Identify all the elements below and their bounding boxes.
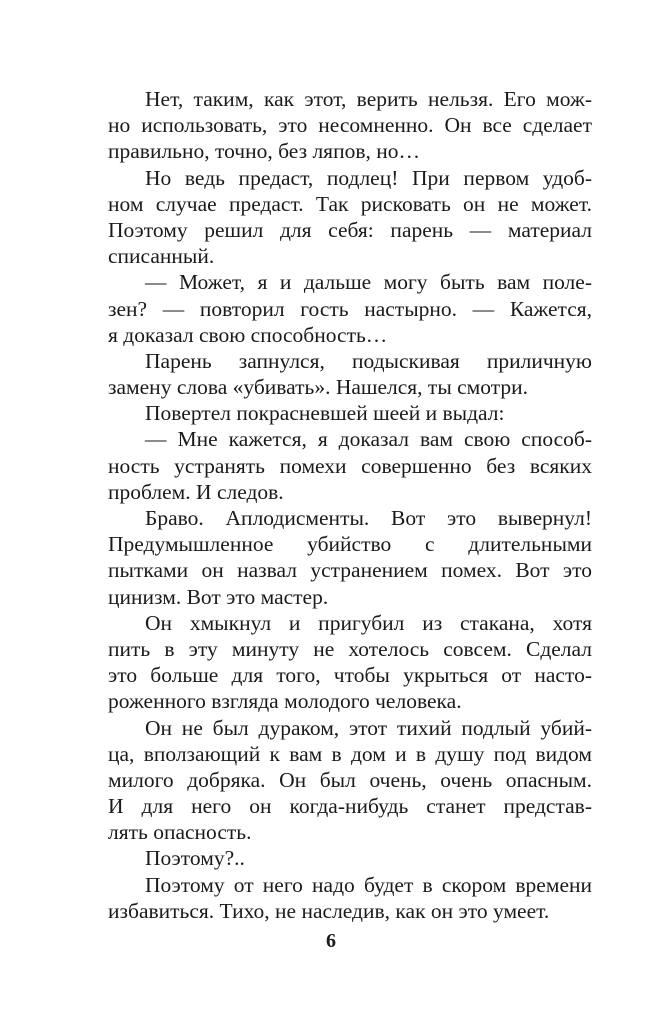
text-line: Браво. Аплодисменты. Вот это вывернул! <box>145 506 592 530</box>
text-line: роженного взгляда молодого человека. <box>108 689 462 714</box>
text-line: Повертел покрасневшей шеей и выдал: <box>145 401 505 426</box>
text-line: милого добряка. Он был очень, очень опасным. <box>108 767 592 792</box>
text-line: ца, вползающий к вам в дом и в душу под видом <box>108 741 592 766</box>
text-line: но использовать, это несомненно. Он все сделает <box>108 113 592 138</box>
text-line: замену слова «убивать». Нашелся, ты смотри. <box>108 375 529 400</box>
text-line: Поэтому решил для себя: парень — материал <box>108 217 592 242</box>
text-line: зен? — повторил гость настырно. — Кажется, <box>108 296 592 321</box>
text-line: цинизм. Вот это мастер. <box>108 584 329 609</box>
text-line: Поэтому от него надо будет в скором времени <box>145 872 592 897</box>
text-line: лять опасность. <box>108 820 252 845</box>
text-line: проблем. И следов. <box>108 479 284 504</box>
text-line: избавиться. Тихо, не наследив, как он это умеет. <box>108 898 550 923</box>
text-line: я доказал свою способность… <box>108 322 388 347</box>
text-line: ном случае предаст. Так рисковать он не может. <box>108 191 592 216</box>
text-line: Он не был дураком, этот тихий подлый убий- <box>145 715 592 740</box>
text-line: Он хмыкнул и пригубил из стакана, хотя <box>145 610 592 635</box>
text-line: правильно, точно, без ляпов, но… <box>108 139 420 164</box>
text-line: пить в эту минуту не хотелось совсем. Сделал <box>108 636 592 661</box>
text-line: Нет, таким, как этот, верить нельзя. Его мож- <box>145 87 592 111</box>
text-line: — Может, я и дальше могу быть вам поле- <box>145 270 592 295</box>
text-line: списанный. <box>108 244 215 269</box>
text-line: Предумышленное убийство с длительными <box>108 532 592 557</box>
text-line: И для него он когда-нибудь станет представ- <box>108 794 592 819</box>
text-line: пытками он назвал устранением помех. Вот это <box>108 558 592 583</box>
text-line: Поэтому?.. <box>145 846 245 871</box>
body-text <box>108 86 592 924</box>
text-line: это больше для того, чтобы укрыться от насто- <box>108 663 592 688</box>
text-line: Но ведь предаст, подлец! При первом удоб- <box>145 165 592 190</box>
text-line: Парень запнулся, подыскивая приличную <box>145 348 592 373</box>
page-number: 6 <box>326 930 336 952</box>
text-line: ность устранять помехи совершенно без всяких <box>108 453 592 478</box>
text-line: — Мне кажется, я доказал вам свою способ- <box>145 427 592 452</box>
